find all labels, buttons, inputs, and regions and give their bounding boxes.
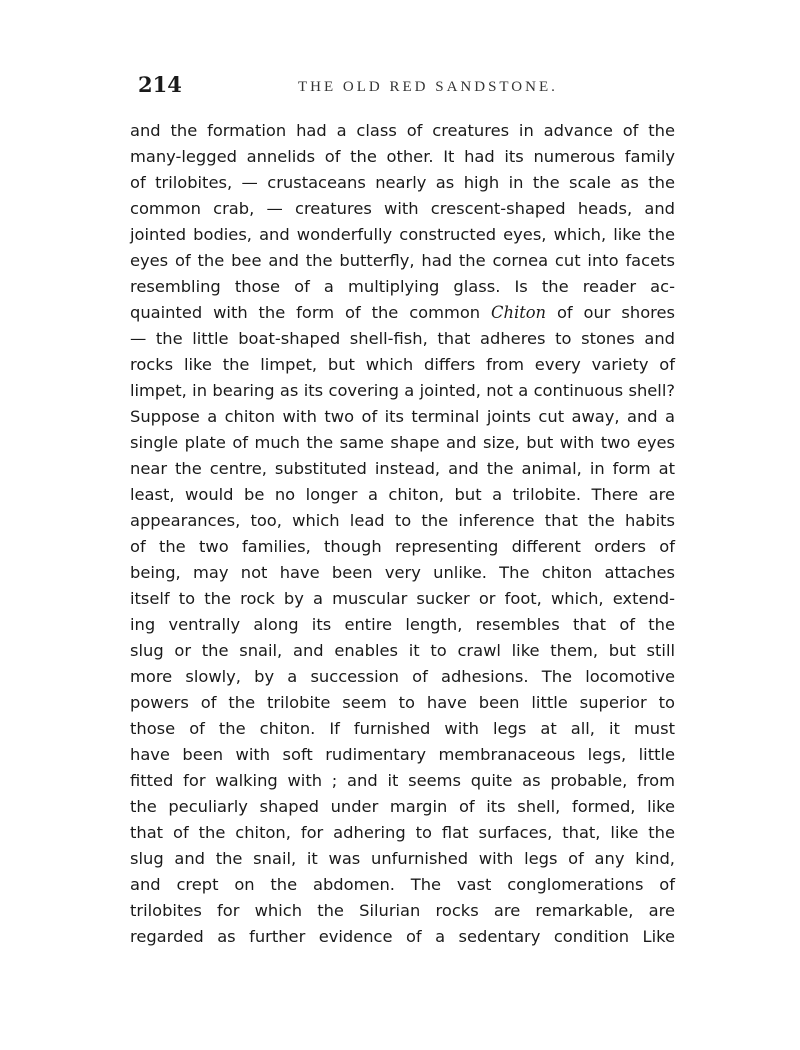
text-line-12: Suppose a chiton with two of its terminal joints cut away, and a [130,407,675,426]
text-line-29: slug and the snail, it was unfurnished with legs of any kind, [130,849,675,868]
text-line-23: powers of the trilobite seem to have been little superior to [130,693,675,712]
text-line-4: common crab, — creatures with crescent-shaped heads, and [130,199,675,218]
text-line-17: of the two families, though representing different orders of [130,537,675,556]
text-line-19: itself to the rock by a muscular sucker or foot, which, extend- [130,589,675,608]
text-line-11: limpet, in bearing as its covering a jointed, not a continuous shell? [130,381,675,400]
text-line-8-start: quainted with the form of the common [130,303,481,322]
text-line-24: those of the chiton. If furnished with legs at all, it must [130,719,675,738]
text-line-10: rocks like the limpet, but which differs from every variety of [130,355,675,374]
page-header [138,70,678,100]
italic-term-chiton: Chiton [491,303,547,322]
running-title: THE OLD RED SANDSTONE. [298,79,558,95]
text-line-6: eyes of the bee and the butterfly, had the cornea cut into facets [130,251,675,270]
text-line-27: the peculiarly shaped under margin of its shell, formed, like [130,797,675,816]
text-line-31: trilobites for which the Silurian rocks are remarkable, are [130,901,675,920]
body-paragraph [130,118,675,950]
text-line-30: and crept on the abdomen. The vast conglomerations of [130,875,675,894]
text-line-25: have been with soft rudimentary membranaceous legs, little [130,745,675,764]
text-line-8-end: of our shores [556,303,675,322]
text-line-1: and the formation had a class of creatures in advance of the [130,121,675,140]
text-line-28: that of the chiton, for adhering to flat surfaces, that, like the [130,823,675,842]
text-line-7: resembling those of a multiplying glass. Is the reader ac- [130,277,675,296]
text-line-8 [130,300,675,326]
text-line-5: jointed bodies, and wonderfully constructed eyes, which, like the [130,225,675,244]
text-line-20: ing ventrally along its entire length, resembles that of the [130,615,675,634]
text-line-22: more slowly, by a succession of adhesions. The locomotive [130,667,675,686]
text-line-21: slug or the snail, and enables it to crawl like them, but still [130,641,675,660]
text-line-26: fitted for walking with ; and it seems quite as probable, from [130,771,675,790]
text-line-3: of trilobites, — crustaceans nearly as high in the scale as the [130,173,675,192]
text-line-16: appearances, too, which lead to the inference that the habits [130,511,675,530]
text-line-32: regarded as further evidence of a sedentary condition Like [130,927,675,946]
text-line-9: — the little boat-shaped shell-fish, that adheres to stones and [130,329,675,348]
text-line-14: near the centre, substituted instead, and the animal, in form at [130,459,675,478]
text-line-2: many-legged annelids of the other. It had its numerous family [130,147,675,166]
text-line-18: being, may not have been very unlike. The chiton attaches [130,563,675,582]
text-line-15: least, would be no longer a chiton, but a trilobite. There are [130,485,675,504]
text-line-13: single plate of much the same shape and size, but with two eyes [130,433,675,452]
page-number: 214 [138,72,182,97]
